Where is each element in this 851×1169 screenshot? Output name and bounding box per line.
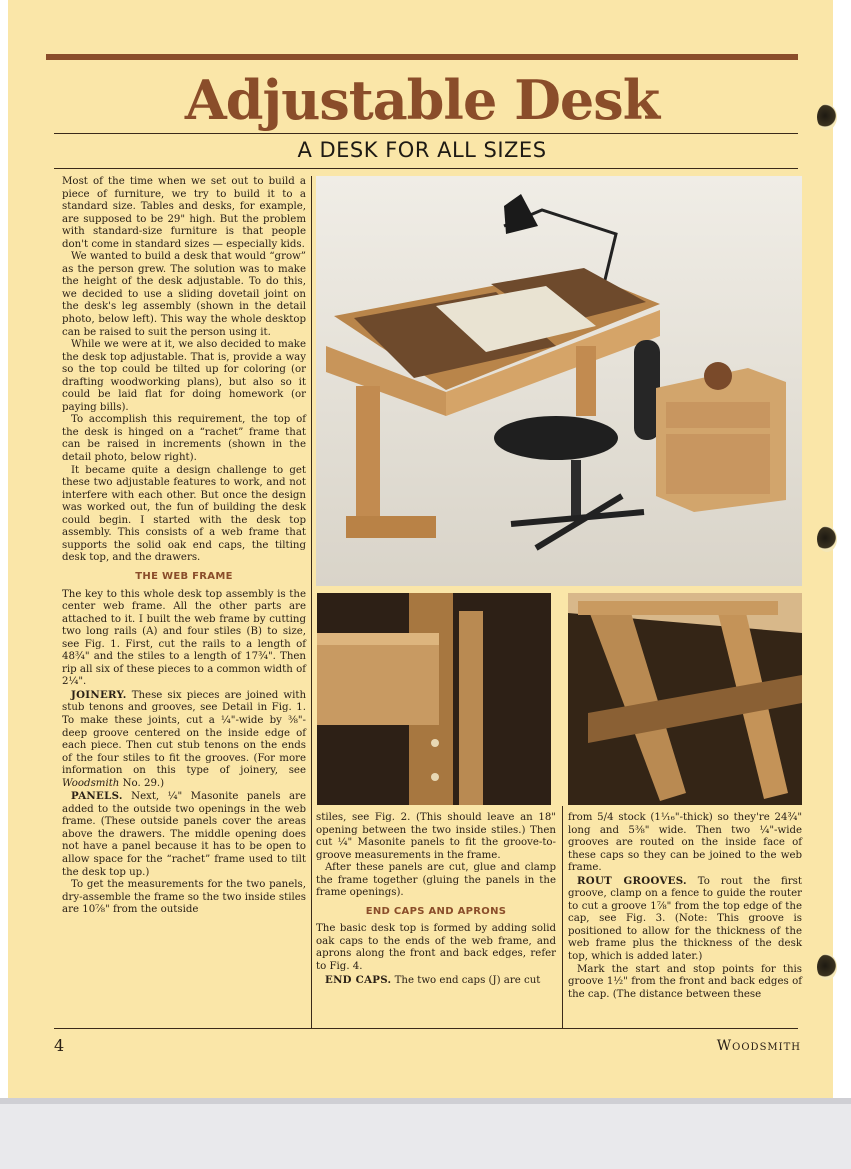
paragraph: The key to this whole desk top assembly is the center web frame. All the other parts are attached to it. I built the web frame by cutting two long rails (A) and four stiles (B) to size, see Fig. 1. First, cut the rails to a length of 48¾" and the stiles to a length of 17¾". Then rip all six of these pieces to a common width of 2¼". <box>62 588 306 688</box>
section-heading-web-frame: THE WEB FRAME <box>135 570 233 582</box>
page-subtitle: A DESK FOR ALL SIZES <box>297 138 547 162</box>
binder-hole-middle <box>817 526 837 552</box>
rachet-detail-photo <box>568 593 802 805</box>
section-heading-end-caps: END CAPS AND APRONS <box>365 905 507 917</box>
column-rule <box>562 806 563 1028</box>
paragraph: END CAPS. The two end caps (J) are cut <box>325 973 541 986</box>
binder-hole-top <box>817 104 837 130</box>
text-column-1 <box>62 176 306 917</box>
magazine-brand: Woodsmith <box>716 1038 801 1054</box>
rachet-detail-illustration <box>568 593 802 805</box>
paragraph: The basic desk top is formed by adding solid oak caps to the ends of the web frame, and aprons along the front and back edges, refer to Fig. 4. <box>316 923 556 973</box>
dovetail-detail-photo <box>317 593 551 805</box>
page-number: 4 <box>54 1036 65 1055</box>
paragraph: While we were at it, we also decided to make the desk top adjustable. That is, provide a way so the top could be tilted up for coloring (or drafting woodworking plans), but also so it could be laid flat for doing homework (or paying bills). <box>62 339 306 413</box>
run-in-head: END CAPS. <box>325 973 392 986</box>
subtitle-rule <box>54 168 798 169</box>
page-title: Adjustable Desk <box>184 68 660 132</box>
run-in-head: JOINERY. <box>71 688 127 701</box>
paragraph: To get the measurements for the two panels, dry-assemble the frame so the two inside stiles are 10⅞" from the outside <box>62 879 306 916</box>
column-rule <box>311 176 312 1028</box>
binder-hole-bottom <box>817 954 837 980</box>
run-in-head: PANELS. <box>71 790 123 803</box>
scan-background <box>0 1098 851 1169</box>
paragraph: stiles, see Fig. 2. (This should leave an 18" opening between the two inside stiles.) Then cut ¼" Masonite panels to fit the groove-to-groove measurements in the frame. <box>316 812 556 861</box>
paragraph: Mark the start and stop points for this groove 1½" from the front and back edges of the cap. (The distance between these <box>568 963 802 1000</box>
text-column-2 <box>316 812 556 987</box>
paragraph: After these panels are cut, glue and clamp the frame together (gluing the panels in the frame openings). <box>316 862 556 899</box>
title-rule <box>54 133 798 134</box>
paragraph: from 5/4 stock (1¹⁄₁₆"-thick) so they're 24¾" long and 5⅜" wide. Then two ¼"-wide grooves are routed on the inside face of these caps so they can be joined to the web frame. <box>568 812 802 874</box>
run-in-head: ROUT GROOVES. <box>577 874 687 887</box>
footer-rule <box>54 1028 798 1029</box>
desk-photo <box>316 176 802 586</box>
desk-photo-illustration <box>316 176 802 586</box>
paragraph: To accomplish this requirement, the top of the desk is hinged on a “rachet” frame that can be raised in increments (shown in the detail photo, below right). <box>62 414 306 464</box>
paragraph: We wanted to build a desk that would “grow” as the person grew. The solution was to make the height of the desk adjustable. To do this, we decided to use a sliding dovetail joint on the desk's leg assembly (shown in the detail photo, below left). This way the whole desktop can be raised to suit the person using it. <box>62 251 306 338</box>
paragraph: JOINERY. These six pieces are joined with stub tenons and grooves, see Detail in Fig. 1. To make these joints, cut a ¼"-wide by ⅜"-deep groove centered on the inside edge of each piece. Then cut stub tenons on the ends of the four stiles to fit the grooves. (For more information on this type of joinery, see Woodsmith No. 29.) <box>62 688 306 789</box>
paragraph: Most of the time when we set out to build a piece of furniture, we try to build it to a standard size. Tables and desks, for example, are supposed to be 29" high. But the problem with standard-size furniture is that people don't come in standard sizes — especially kids. <box>62 176 306 250</box>
paragraph: PANELS. Next, ¼" Masonite panels are added to the outside two openings in the web frame. (These outside panels cover the areas above the drawers. The middle opening does not have a panel because it has to be open to allow space for the “rachet” frame used to tilt the desk top up.) <box>62 790 306 878</box>
header-bar <box>46 54 798 60</box>
text-column-3 <box>568 812 802 1001</box>
dovetail-detail-illustration <box>317 593 551 805</box>
paragraph: It became quite a design challenge to get these two adjustable features to work, and not interfere with each other. But once the design was worked out, the fun of building the desk could begin. I started with the desk top assembly. This consists of a web frame that supports the solid oak end caps, the tilting desk top, and the drawers. <box>62 464 306 564</box>
paragraph: ROUT GROOVES. To rout the first groove, clamp on a fence to guide the router to cut a groove 1⅞" from the top edge of the cap, see Fig. 3. (Note: This groove is positioned to allow for the thickness of the web frame plus the thickness of the desk top, which is added later.) <box>568 874 802 963</box>
